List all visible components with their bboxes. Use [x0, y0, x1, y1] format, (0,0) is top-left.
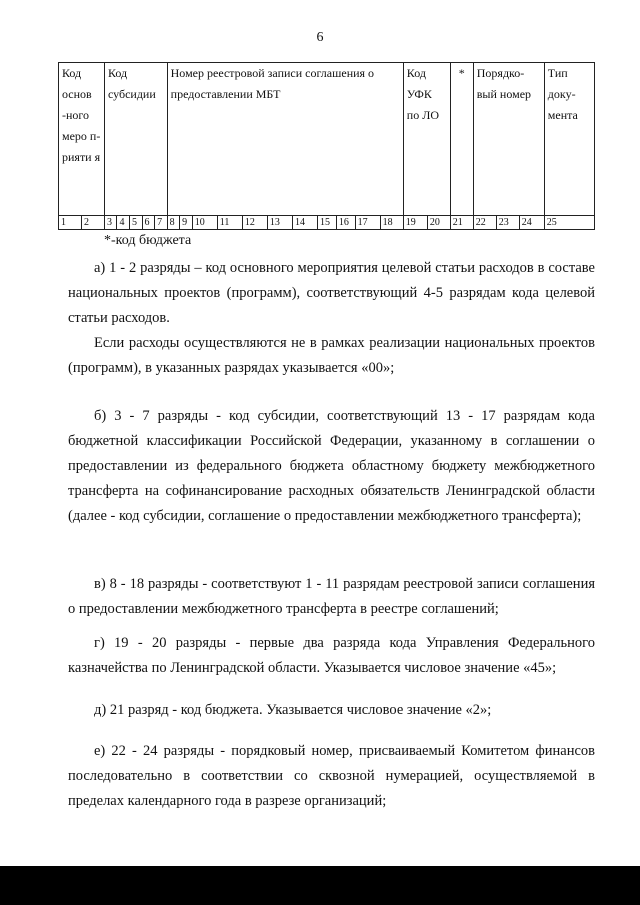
header-subsidy-code: Код субсидии	[104, 63, 167, 216]
digit-cell: 8	[167, 216, 180, 230]
paragraph-e: е) 22 - 24 разряды - порядковый номер, присваиваемый Комитетом финансов последовательно в соответствии со сквозной нумерацией, осуществляемой в пределах календарного года в разрезе организаций;	[68, 743, 595, 809]
digit-cell: 4	[117, 216, 130, 230]
digit-cell: 5	[130, 216, 143, 230]
digit-cell: 20	[427, 216, 450, 230]
digit-cell: 13	[267, 216, 292, 230]
header-ufk-code: Код УФК по ЛО	[403, 63, 450, 216]
digit-cell: 23	[496, 216, 519, 230]
digit-cell: 19	[403, 216, 427, 230]
digit-cell: 18	[380, 216, 403, 230]
digit-cell: 22	[473, 216, 496, 230]
digit-cell: 7	[155, 216, 168, 230]
digit-position-row	[59, 216, 595, 230]
table-footnote: *-код бюджета	[104, 233, 192, 248]
digit-cell: 15	[318, 216, 337, 230]
digit-cell: 14	[292, 216, 317, 230]
registry-number-structure-table	[58, 62, 595, 230]
digit-cell: 3	[104, 216, 117, 230]
digit-cell: 11	[217, 216, 242, 230]
header-agreement-record-number: Номер реестровой записи соглашения о предоставлении МБТ	[167, 63, 403, 216]
digit-cell: 9	[180, 216, 193, 230]
paragraph-d: д) 21 разряд - код бюджета. Указывается числовое значение «2»;	[94, 702, 492, 718]
digit-cell: 12	[242, 216, 267, 230]
scan-bottom-border	[0, 866, 640, 905]
paragraph-v: в) 8 - 18 разряды - соответствуют 1 - 11 разрядам реестровой записи соглашения о предоставлении межбюджетного трансферта в реестре соглашений;	[68, 576, 595, 617]
digit-cell: 10	[192, 216, 217, 230]
paragraph-a: а) 1 - 2 разряды – код основного мероприятия целевой статьи расходов в составе национальных проектов (программ), соответствующий 4-5 разрядам кода целевой статьи расходов.	[68, 260, 595, 326]
digit-cell: 1	[59, 216, 82, 230]
digit-cell: 2	[81, 216, 104, 230]
header-main-event-code: Код основ -ного меро п- рияти я	[59, 63, 105, 216]
digit-cell: 24	[519, 216, 544, 230]
paragraph-a-note: Если расходы осуществляются не в рамках реализации национальных проектов (программ), в указанных разрядах указывается «00»;	[68, 335, 595, 376]
digit-cell: 6	[142, 216, 155, 230]
page-number: 6	[316, 30, 324, 45]
digit-cell: 21	[450, 216, 473, 230]
digit-cell: 16	[336, 216, 355, 230]
paragraph-g: г) 19 - 20 разряды - первые два разряда кода Управления Федерального казначейства по Ленинградской области. Указывается числовое значение «45»;	[68, 635, 595, 676]
digit-cell: 17	[355, 216, 380, 230]
digit-cell: 25	[544, 216, 594, 230]
header-sequence-number: Порядко- вый номер	[473, 63, 544, 216]
paragraph-b: б) 3 - 7 разряды - код субсидии, соответствующий 13 - 17 разрядам кода бюджетной классификации Российской Федерации, указанному в соглашении о предоставлении из федерального бюджета областному бюджету межбюджетного трансферта на софинансирование расходных обязательств Ленинградской области (далее - код субсидии, соглашение о предоставлении межбюджетного трансферта);	[68, 408, 595, 524]
header-budget-code-asterisk: *	[450, 63, 473, 216]
header-document-type: Тип доку- мента	[544, 63, 594, 216]
